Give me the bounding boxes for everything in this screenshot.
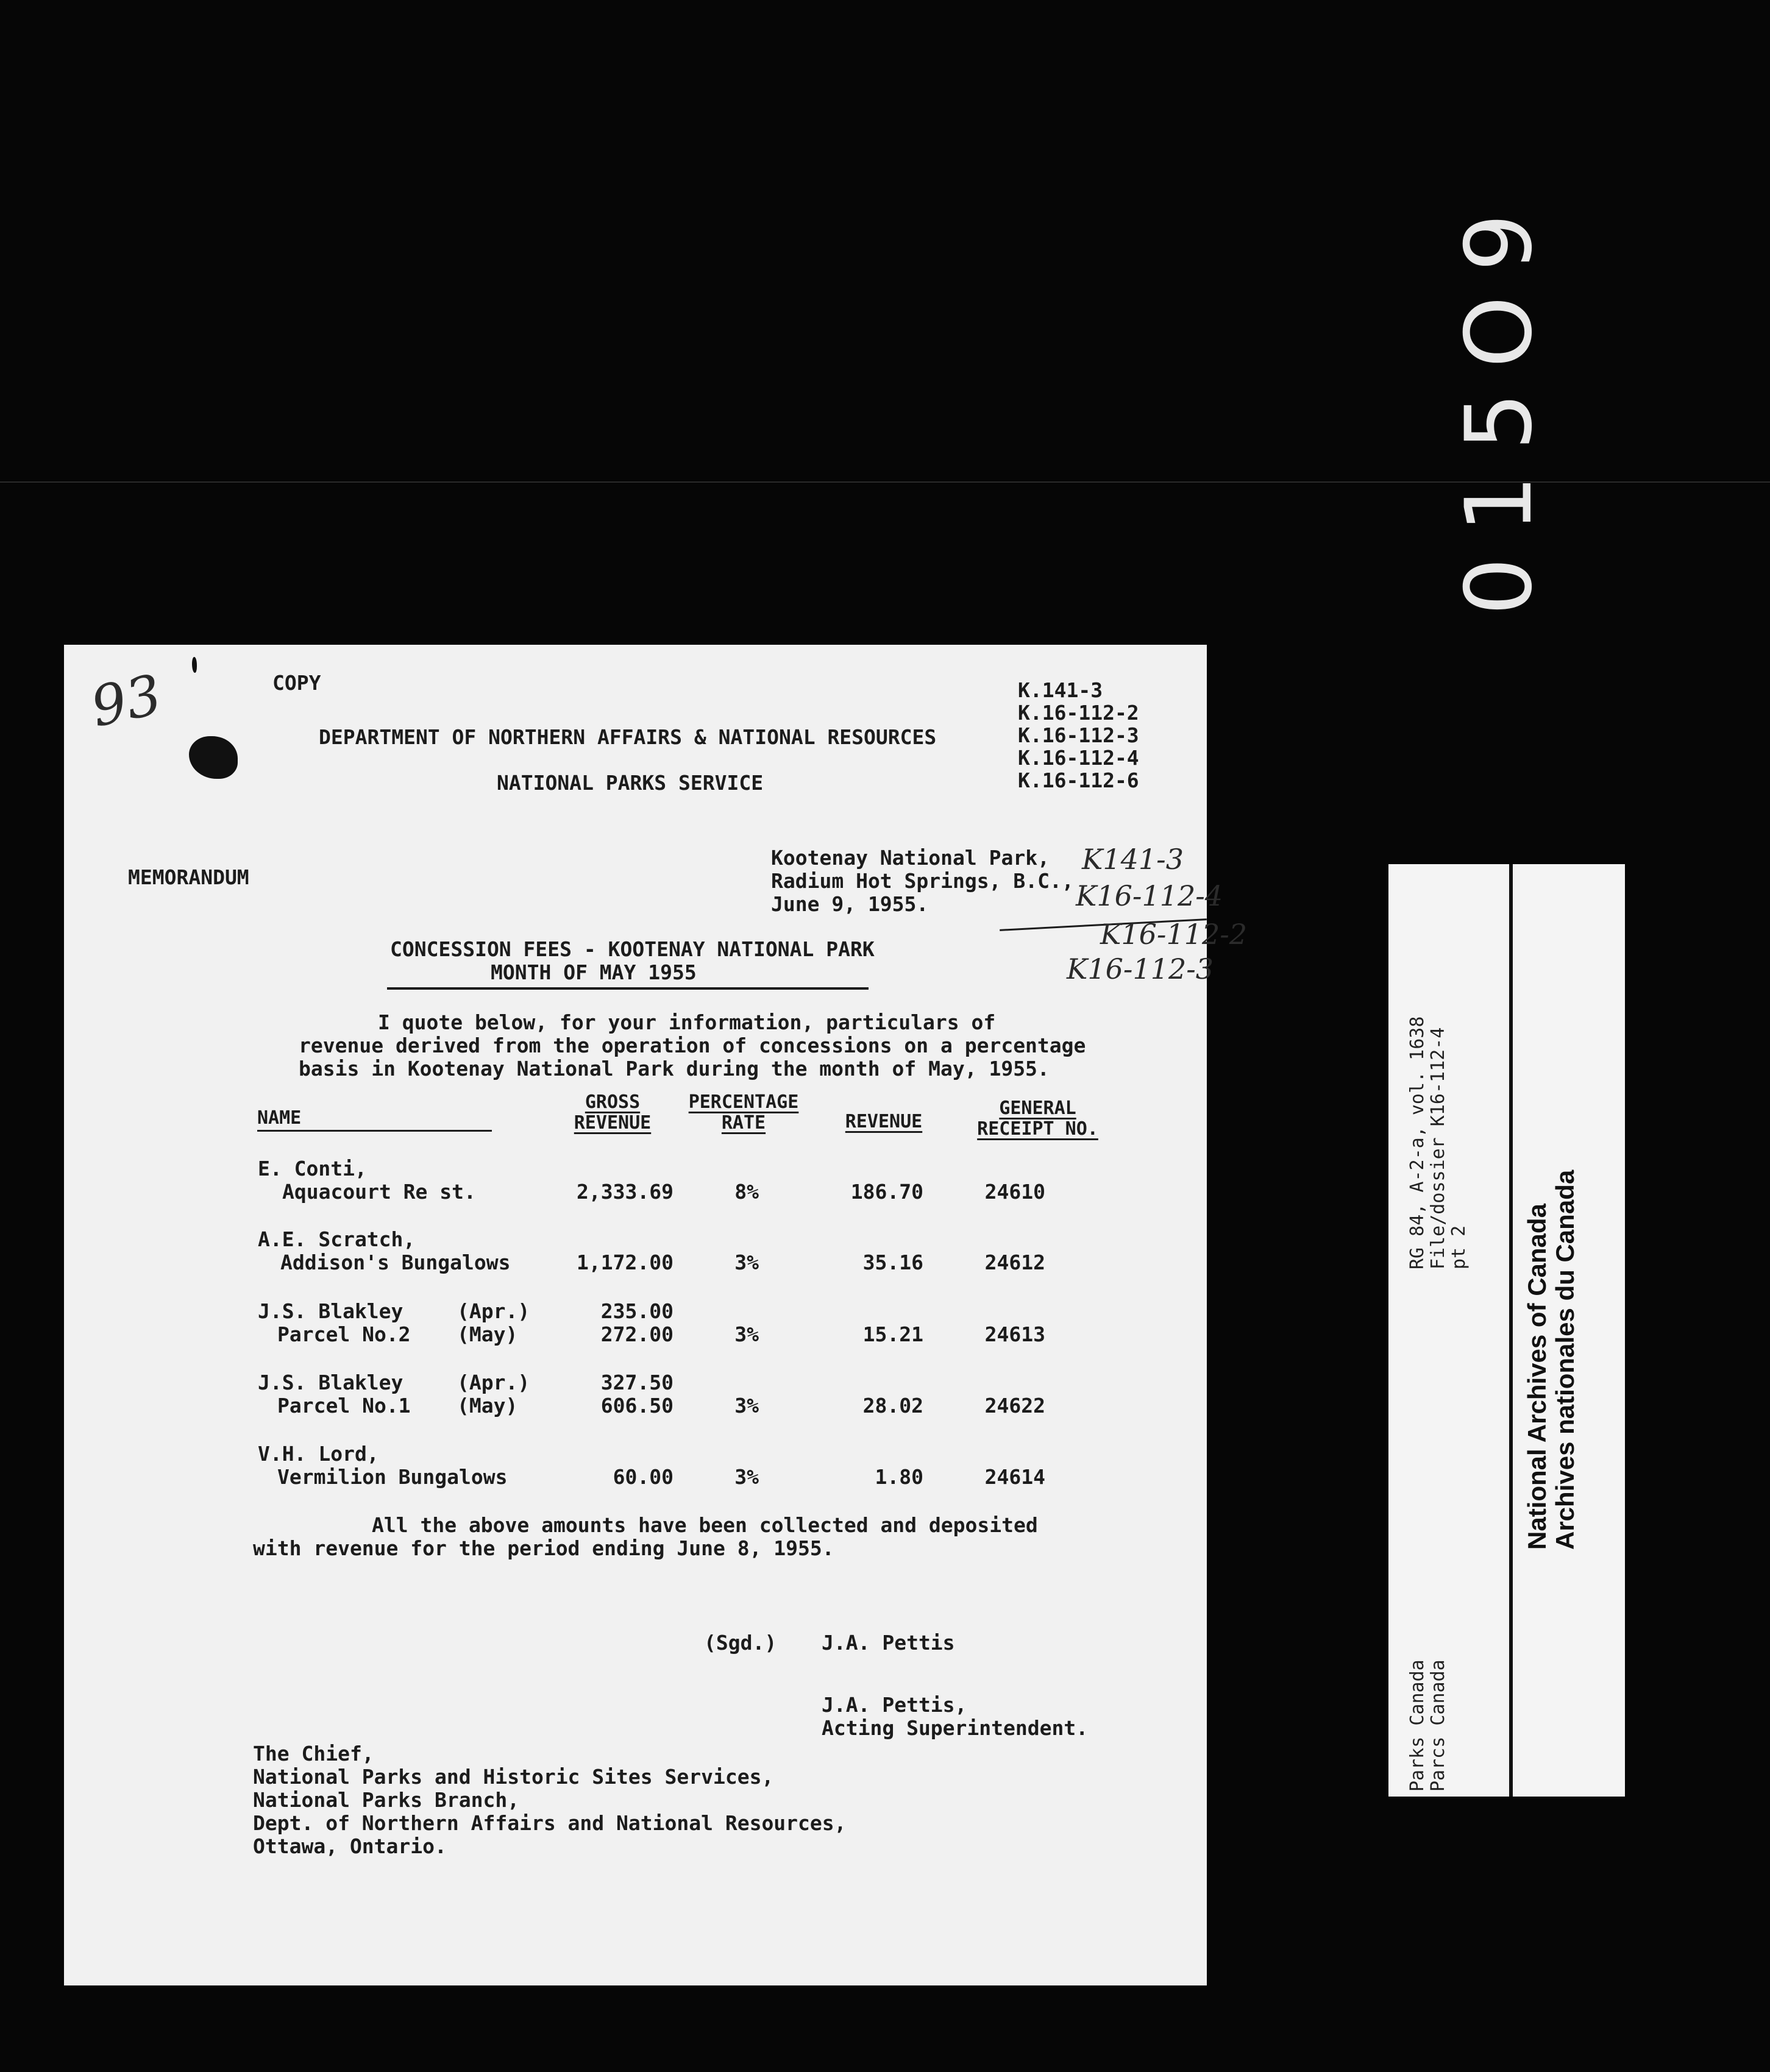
intro-line: I quote below, for your information, particulars of [378,1010,996,1034]
file-ref: K.141-3 [1018,678,1103,702]
memo-page [64,645,1248,1985]
row-gross: 235.00 [600,1299,674,1323]
header-name: NAME [257,1107,302,1129]
file-references [1018,678,1139,791]
row-name: V.H. Lord, [258,1442,379,1466]
ink-mark [192,657,197,673]
margin-note: 93 [85,662,168,740]
archive-reference: File/dossier K16-112-4 [1427,1027,1449,1269]
row-rate: 3% [734,1465,759,1489]
archive-reference: RG 84, A-2-a, vol. 1638 [1407,1016,1428,1269]
memo-label: MEMORANDUM [128,865,249,889]
row-name: J.S. Blakley [258,1299,403,1323]
row-receipt: 24612 [984,1251,1045,1274]
addressee-line: National Parks Branch, [253,1788,520,1812]
origin-line: Radium Hot Springs, B.C., [771,869,1074,893]
header-revenue: REVENUE [845,1111,923,1132]
handwritten-ref: K141-3 [1082,843,1184,876]
row-period: (Apr.) [457,1371,530,1394]
signed-name: J.A. Pettis [822,1631,955,1655]
ink-blot [189,736,238,779]
origin-line: Kootenay National Park, [771,846,1050,870]
row-subname: Vermilion Bungalows [277,1465,508,1489]
row-period: (May) [457,1322,518,1346]
date-line: June 9, 1955. [771,892,929,916]
archive-reference: pt 2 [1448,1225,1470,1269]
subject-line: MONTH OF MAY 1955 [491,960,697,984]
handwritten-ref: K16-112-3 [1067,953,1214,985]
closing-line: All the above amounts have been collected and deposited [372,1513,1038,1537]
header-gross-revenue: GROSS REVENUE [574,1091,652,1134]
subject-line: CONCESSION FEES - KOOTENAY NATIONAL PARK [390,937,875,961]
table-row [64,1299,1207,1348]
header-name-rule [257,1130,492,1132]
row-subname: Aquacourt Re st. [282,1180,476,1204]
subject-underline [387,987,869,990]
row-revenue: 28.02 [862,1394,923,1417]
row-rate: 3% [734,1251,759,1274]
row-revenue: 1.80 [875,1465,923,1489]
file-ref: K.16-112-4 [1018,746,1139,770]
row-name: E. Conti, [258,1157,367,1180]
parks-canada-label: Parks Canada [1407,1659,1428,1792]
signatory-name: J.A. Pettis, [822,1693,967,1717]
row-rate: 3% [734,1394,759,1417]
copy-mark: COPY [272,671,321,695]
row-subname: Addison's Bungalows [280,1251,511,1274]
handwritten-ref: K16-112-2 [1100,918,1248,951]
row-revenue: 35.16 [862,1251,923,1274]
table-row [64,1227,1207,1276]
header-general-receipt: GENERAL RECEIPT NO. [977,1098,1098,1140]
file-ref: K.16-112-3 [1018,723,1139,747]
header-percentage-rate: PERCENTAGE RATE [688,1091,799,1134]
row-gross: 606.50 [600,1394,674,1417]
row-period: (May) [457,1394,518,1417]
row-name: J.S. Blakley [258,1371,403,1394]
file-ref: K.16-112-2 [1018,701,1139,725]
closing-line: with revenue for the period ending June 8, 1955. [253,1536,834,1560]
table-row [64,1157,1207,1205]
archives-name: National Archives of Canada [1523,1204,1551,1550]
row-gross: 327.50 [600,1371,674,1394]
label-divider [1509,864,1513,1797]
addressee-line: Dept. of Northern Affairs and National Resources, [253,1811,847,1835]
archive-label [1388,864,1625,1797]
row-receipt: 24622 [984,1394,1045,1417]
row-rate: 3% [734,1322,759,1346]
parks-canada-label: Parcs Canada [1427,1659,1449,1792]
archives-name: Archives nationales du Canada [1551,1169,1579,1550]
addressee-line: Ottawa, Ontario. [253,1834,447,1858]
row-gross: 2,333.69 [577,1180,674,1204]
intro-line: basis in Kootenay National Park during the month of May, 1955. [299,1057,1050,1080]
row-period: (Apr.) [457,1299,530,1323]
intro-line: revenue derived from the operation of concessions on a percentage [299,1034,1086,1057]
service-heading: NATIONAL PARKS SERVICE [497,771,764,795]
handwritten-ref: K16-112-4 [1076,879,1223,912]
frame-number: 015O9 [1446,189,1552,616]
row-gross: 272.00 [600,1322,674,1346]
row-receipt: 24614 [984,1465,1045,1489]
table-row [64,1442,1207,1491]
addressee-line: National Parks and Historic Sites Services, [253,1765,774,1789]
addressee-line: The Chief, [253,1742,374,1765]
signatory-title: Acting Superintendent. [822,1716,1089,1740]
table-row [64,1371,1207,1419]
row-revenue: 15.21 [862,1322,923,1346]
department-heading: DEPARTMENT OF NORTHERN AFFAIRS & NATIONAL RESOURCES [319,725,937,749]
row-receipt: 24613 [984,1322,1045,1346]
row-revenue: 186.70 [850,1180,923,1204]
signed-marker: (Sgd.) [704,1631,777,1655]
row-name: A.E. Scratch, [258,1227,416,1251]
file-ref: K.16-112-6 [1018,768,1139,792]
row-gross: 60.00 [613,1465,674,1489]
row-subname: Parcel No.1 [277,1394,411,1417]
row-gross: 1,172.00 [577,1251,674,1274]
row-receipt: 24610 [984,1180,1045,1204]
row-rate: 8% [734,1180,759,1204]
row-subname: Parcel No.2 [277,1322,411,1346]
